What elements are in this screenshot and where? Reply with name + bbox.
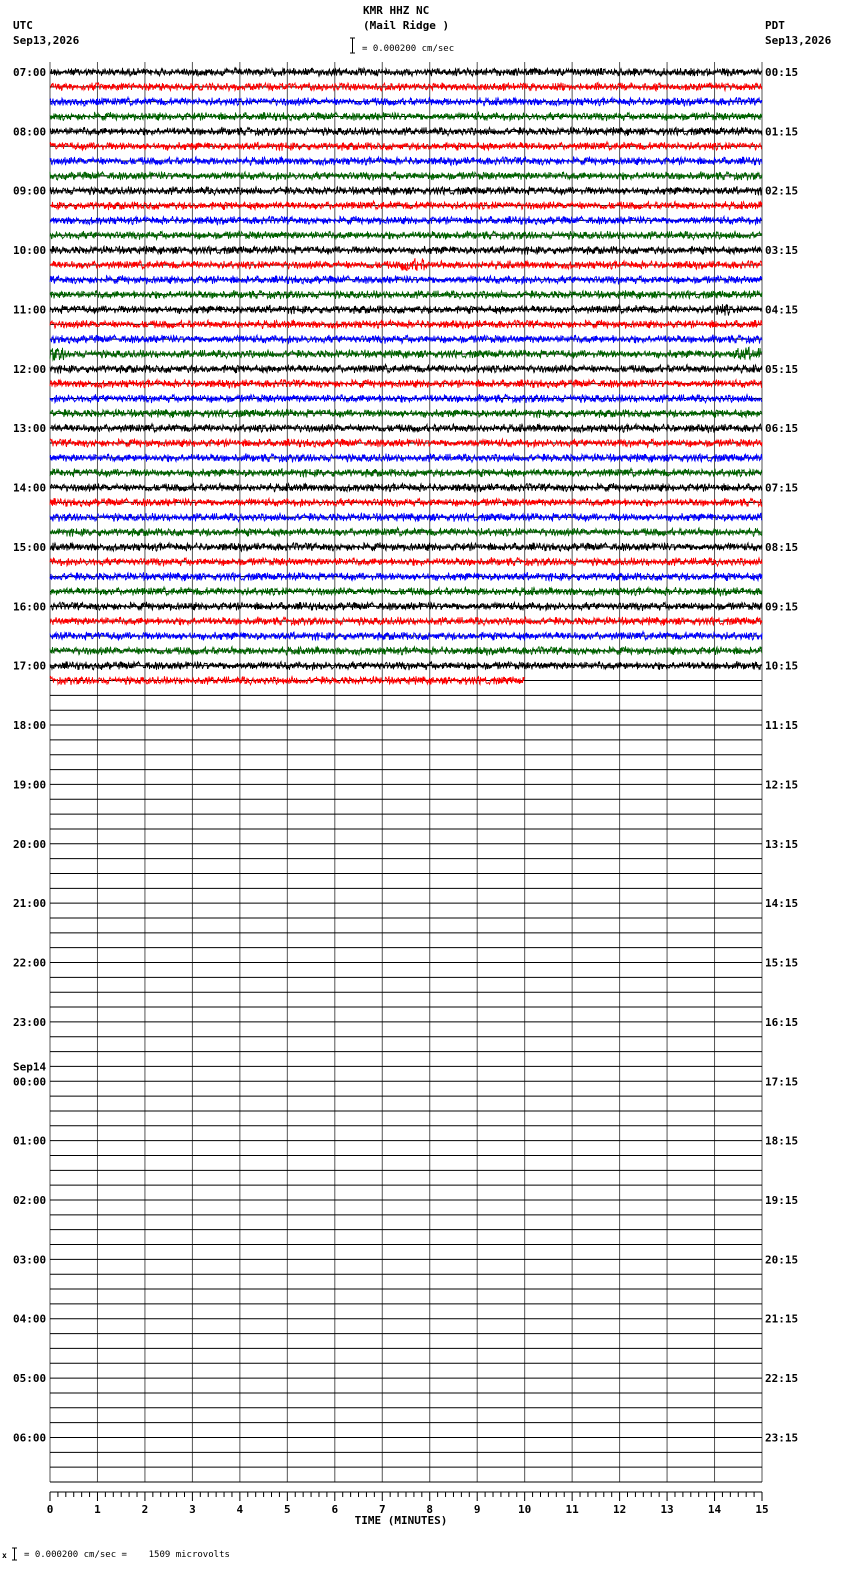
pdt-hour-label: 07:15 <box>765 481 799 495</box>
utc-hour-label: 13:00 <box>13 422 47 436</box>
x-tick-label: 13 <box>660 1503 674 1516</box>
seismic-trace <box>50 304 762 316</box>
x-tick-label: 3 <box>189 1503 196 1516</box>
pdt-hour-label: 16:15 <box>765 1015 799 1029</box>
x-tick-label: 15 <box>755 1503 769 1516</box>
pdt-hour-label: 14:15 <box>765 897 799 911</box>
scale-label: = 0.000200 cm/sec <box>362 44 455 54</box>
seismic-trace <box>50 394 762 403</box>
x-tick-label: 14 <box>707 1503 722 1516</box>
seismic-trace <box>50 112 762 121</box>
pdt-hour-label: 06:15 <box>765 422 799 436</box>
utc-hour-label: 01:00 <box>13 1134 47 1148</box>
seismic-trace <box>50 97 762 106</box>
x-tick-label: 2 <box>141 1503 149 1516</box>
x-tick-label: 6 <box>331 1503 339 1516</box>
utc-hour-label: 12:00 <box>13 362 47 376</box>
station-title: KMR HHZ NC <box>363 4 430 17</box>
seismic-trace <box>50 439 762 448</box>
utc-hour-label: 10:00 <box>13 244 47 258</box>
utc-hour-label: 16:00 <box>13 600 47 614</box>
pdt-hour-label: 20:15 <box>765 1253 799 1267</box>
utc-hour-label: 21:00 <box>13 897 47 911</box>
seismic-trace <box>50 290 762 299</box>
pdt-hour-label: 12:15 <box>765 778 799 792</box>
pdt-hour-label: 22:15 <box>765 1372 799 1386</box>
x-tick-label: 8 <box>426 1503 434 1516</box>
pdt-hour-label: 21:15 <box>765 1312 799 1326</box>
pdt-hour-label: 10:15 <box>765 659 799 673</box>
pdt-hour-label: 09:15 <box>765 600 799 614</box>
utc-hour-label: 00:00 <box>13 1075 47 1089</box>
pdt-hour-label: 04:15 <box>765 303 799 317</box>
x-tick-label: 0 <box>46 1503 54 1516</box>
seismic-trace <box>50 171 762 180</box>
x-tick-label: 9 <box>473 1503 481 1516</box>
station-location: (Mail Ridge ) <box>363 19 450 32</box>
utc-hour-label: 14:00 <box>13 481 47 495</box>
seismic-trace <box>50 83 762 92</box>
footer-scale-text: = 0.000200 cm/sec = 1509 microvolts <box>24 1550 230 1560</box>
utc-hour-label: 03:00 <box>13 1253 47 1267</box>
right-timezone: PDT <box>765 19 785 32</box>
utc-hour-label: 11:00 <box>13 303 47 317</box>
seismic-trace <box>50 201 762 210</box>
pdt-hour-label: 23:15 <box>765 1431 799 1445</box>
utc-hour-label: 08:00 <box>13 125 47 139</box>
seismic-trace <box>50 528 762 537</box>
pdt-hour-label: 02:15 <box>765 184 799 198</box>
x-tick-label: 12 <box>612 1503 627 1516</box>
utc-hour-label: 19:00 <box>13 778 47 792</box>
pdt-hour-label: 05:15 <box>765 362 799 376</box>
pdt-hour-label: 11:15 <box>765 719 799 733</box>
x-tick-label: 5 <box>284 1503 291 1516</box>
seismic-trace <box>50 258 762 271</box>
scale-bar-icon <box>350 38 355 53</box>
x-tick-label: 4 <box>236 1503 244 1516</box>
left-timezone: UTC <box>13 19 33 32</box>
x-tick-label: 10 <box>518 1503 532 1516</box>
pdt-hour-label: 17:15 <box>765 1075 799 1089</box>
pdt-hour-label: 15:15 <box>765 956 799 970</box>
utc-hour-label: 09:00 <box>13 184 47 198</box>
right-date: Sep13,2026 <box>765 34 832 47</box>
utc-hour-label: 04:00 <box>13 1312 47 1326</box>
seismic-trace <box>50 587 762 596</box>
utc-hour-label: 17:00 <box>13 659 47 673</box>
x-tick-label: 1 <box>94 1503 101 1516</box>
seismic-trace <box>50 68 762 77</box>
utc-hour-label: 23:00 <box>13 1015 47 1029</box>
seismic-trace <box>50 127 762 136</box>
seismic-trace <box>50 632 762 641</box>
x-tick-label: 7 <box>378 1503 386 1516</box>
utc-hour-label: 15:00 <box>13 540 47 554</box>
seismic-trace <box>50 186 762 195</box>
pdt-hour-label: 01:15 <box>765 125 799 139</box>
corner-mark: x <box>2 1551 7 1560</box>
seismic-trace <box>50 142 762 151</box>
pdt-hour-label: 03:15 <box>765 244 799 258</box>
utc-hour-label: 07:00 <box>13 66 47 79</box>
utc-hour-label: 05:00 <box>13 1372 47 1386</box>
x-axis-title: TIME (MINUTES) <box>354 1514 448 1527</box>
seismic-trace <box>50 453 762 462</box>
pdt-hour-label: 13:15 <box>765 837 799 851</box>
day-change-label: Sep14 <box>13 1060 47 1074</box>
utc-hour-label: 20:00 <box>13 837 47 851</box>
utc-hour-label: 02:00 <box>13 1194 47 1207</box>
seismic-trace <box>50 424 762 433</box>
pdt-hour-label: 08:15 <box>765 540 799 554</box>
utc-hour-label: 22:00 <box>13 956 47 970</box>
left-date: Sep13,2026 <box>13 34 80 47</box>
footer-scale-bar-icon <box>12 1548 17 1560</box>
utc-hour-label: 06:00 <box>13 1431 47 1445</box>
utc-hour-label: 18:00 <box>13 719 47 733</box>
pdt-hour-label: 18:15 <box>765 1134 799 1148</box>
pdt-hour-label: 00:15 <box>765 66 799 79</box>
x-tick-label: 11 <box>565 1503 579 1516</box>
pdt-hour-label: 19:15 <box>765 1194 799 1207</box>
